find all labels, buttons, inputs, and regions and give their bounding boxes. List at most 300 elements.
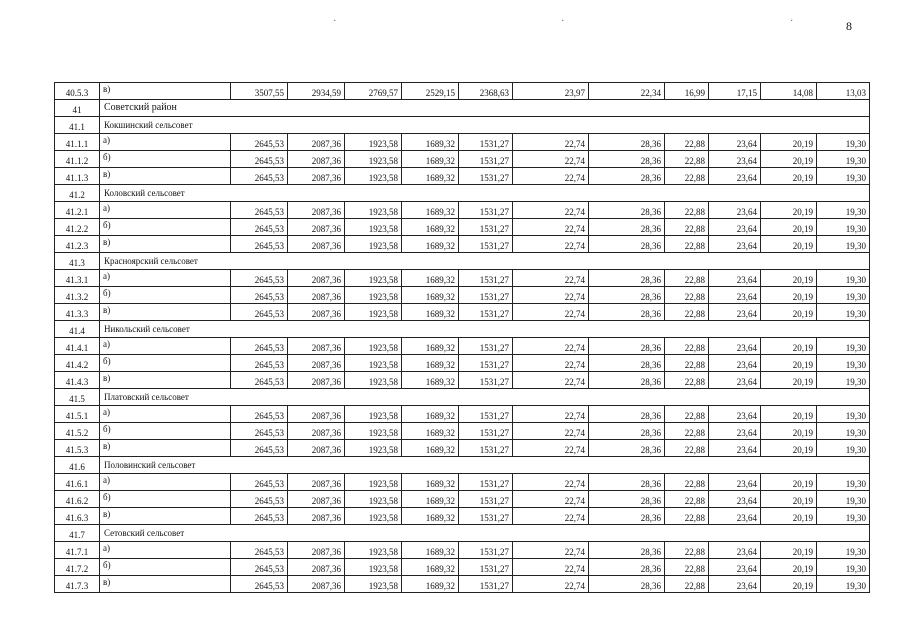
table-row bbox=[55, 168, 870, 185]
value-cell: 22,74 bbox=[513, 134, 589, 151]
value-cell: 23,64 bbox=[709, 236, 761, 253]
value-cell: 1531,27 bbox=[459, 287, 513, 304]
row-letter: а) bbox=[100, 202, 231, 219]
value-cell: 1923,58 bbox=[345, 440, 402, 457]
table-row bbox=[55, 270, 870, 287]
value-cell: 22,74 bbox=[513, 270, 589, 287]
value-cell: 22,74 bbox=[513, 338, 589, 355]
value-cell: 20,19 bbox=[761, 406, 817, 423]
value-cell: 1531,27 bbox=[459, 168, 513, 185]
value-cell: 2645,53 bbox=[231, 202, 288, 219]
table-row bbox=[55, 372, 870, 389]
value-cell: 23,64 bbox=[709, 270, 761, 287]
value-cell: 2087,36 bbox=[288, 219, 345, 236]
value-cell: 1689,32 bbox=[402, 372, 459, 389]
table-row bbox=[55, 202, 870, 219]
value-cell: 22,74 bbox=[513, 236, 589, 253]
value-cell: 2087,36 bbox=[288, 270, 345, 287]
value-cell: 19,30 bbox=[817, 474, 870, 491]
value-cell: 22,88 bbox=[665, 440, 709, 457]
value-cell: 1923,58 bbox=[345, 508, 402, 525]
value-cell: 2087,36 bbox=[288, 168, 345, 185]
value-cell: 1923,58 bbox=[345, 491, 402, 508]
section-title: Сетовский сельсовет bbox=[100, 525, 870, 542]
value-cell: 22,88 bbox=[665, 338, 709, 355]
section-title: Советский район bbox=[100, 100, 870, 117]
value-cell: 1531,27 bbox=[459, 304, 513, 321]
value-cell: 20,19 bbox=[761, 134, 817, 151]
row-code: 41.1.3 bbox=[55, 168, 100, 185]
value-cell: 2645,53 bbox=[231, 151, 288, 168]
value-cell: 2645,53 bbox=[231, 406, 288, 423]
row-code: 41.2.1 bbox=[55, 202, 100, 219]
row-letter: в) bbox=[100, 168, 231, 185]
value-cell: 1923,58 bbox=[345, 474, 402, 491]
value-cell: 19,30 bbox=[817, 355, 870, 372]
value-cell: 22,74 bbox=[513, 219, 589, 236]
value-cell: 22,88 bbox=[665, 236, 709, 253]
value-cell: 28,36 bbox=[589, 304, 665, 321]
value-cell: 28,36 bbox=[589, 236, 665, 253]
value-cell: 20,19 bbox=[761, 270, 817, 287]
value-cell: 14,08 bbox=[761, 83, 817, 100]
value-cell: 16,99 bbox=[665, 83, 709, 100]
value-cell: 1689,32 bbox=[402, 440, 459, 457]
value-cell: 22,88 bbox=[665, 559, 709, 576]
row-code: 41.2.3 bbox=[55, 236, 100, 253]
value-cell: 1923,58 bbox=[345, 151, 402, 168]
value-cell: 2645,53 bbox=[231, 304, 288, 321]
row-letter: б) bbox=[100, 219, 231, 236]
value-cell: 1531,27 bbox=[459, 508, 513, 525]
row-letter: а) bbox=[100, 134, 231, 151]
row-code: 41.5.1 bbox=[55, 406, 100, 423]
scan-speck: · bbox=[790, 16, 794, 27]
value-cell: 19,30 bbox=[817, 134, 870, 151]
row-code: 41.2.2 bbox=[55, 219, 100, 236]
value-cell: 2769,57 bbox=[345, 83, 402, 100]
value-cell: 2087,36 bbox=[288, 576, 345, 593]
row-code: 41.7.3 bbox=[55, 576, 100, 593]
value-cell: 20,19 bbox=[761, 236, 817, 253]
value-cell: 2645,53 bbox=[231, 542, 288, 559]
value-cell: 2087,36 bbox=[288, 508, 345, 525]
row-code: 41.2 bbox=[55, 185, 100, 202]
value-cell: 1531,27 bbox=[459, 406, 513, 423]
row-letter: в) bbox=[100, 576, 231, 593]
value-cell: 23,64 bbox=[709, 304, 761, 321]
value-cell: 1531,27 bbox=[459, 270, 513, 287]
value-cell: 1923,58 bbox=[345, 355, 402, 372]
value-cell: 19,30 bbox=[817, 151, 870, 168]
value-cell: 23,64 bbox=[709, 440, 761, 457]
row-letter: б) bbox=[100, 287, 231, 304]
section-title: Половинский сельсовет bbox=[100, 457, 870, 474]
table-row bbox=[55, 406, 870, 423]
value-cell: 1689,32 bbox=[402, 236, 459, 253]
row-letter: б) bbox=[100, 355, 231, 372]
row-code: 41.4.1 bbox=[55, 338, 100, 355]
value-cell: 22,74 bbox=[513, 168, 589, 185]
value-cell: 2645,53 bbox=[231, 491, 288, 508]
value-cell: 22,88 bbox=[665, 134, 709, 151]
row-letter: б) bbox=[100, 491, 231, 508]
table-row bbox=[55, 338, 870, 355]
value-cell: 1923,58 bbox=[345, 304, 402, 321]
value-cell: 22,74 bbox=[513, 559, 589, 576]
value-cell: 22,88 bbox=[665, 219, 709, 236]
section-row bbox=[55, 321, 870, 338]
scan-speck: · bbox=[333, 16, 337, 27]
value-cell: 19,30 bbox=[817, 559, 870, 576]
value-cell: 23,64 bbox=[709, 287, 761, 304]
value-cell: 2645,53 bbox=[231, 576, 288, 593]
value-cell: 28,36 bbox=[589, 151, 665, 168]
value-cell: 28,36 bbox=[589, 559, 665, 576]
value-cell: 19,30 bbox=[817, 508, 870, 525]
value-cell: 2087,36 bbox=[288, 304, 345, 321]
section-title: Коловский сельсовет bbox=[100, 185, 870, 202]
value-cell: 23,64 bbox=[709, 134, 761, 151]
value-cell: 22,74 bbox=[513, 202, 589, 219]
value-cell: 1923,58 bbox=[345, 423, 402, 440]
value-cell: 1923,58 bbox=[345, 287, 402, 304]
row-code: 41.4 bbox=[55, 321, 100, 338]
row-code: 41.3.3 bbox=[55, 304, 100, 321]
value-cell: 19,30 bbox=[817, 304, 870, 321]
value-cell: 3507,55 bbox=[231, 83, 288, 100]
value-cell: 28,36 bbox=[589, 168, 665, 185]
value-cell: 22,74 bbox=[513, 287, 589, 304]
table-row bbox=[55, 491, 870, 508]
value-cell: 22,88 bbox=[665, 355, 709, 372]
value-cell: 2645,53 bbox=[231, 287, 288, 304]
row-letter: в) bbox=[100, 304, 231, 321]
value-cell: 1689,32 bbox=[402, 474, 459, 491]
value-cell: 22,88 bbox=[665, 423, 709, 440]
row-code: 41.4.3 bbox=[55, 372, 100, 389]
value-cell: 2087,36 bbox=[288, 287, 345, 304]
row-code: 40.5.3 bbox=[55, 83, 100, 100]
table-row bbox=[55, 508, 870, 525]
row-letter: а) bbox=[100, 338, 231, 355]
value-cell: 19,30 bbox=[817, 406, 870, 423]
value-cell: 20,19 bbox=[761, 338, 817, 355]
value-cell: 1689,32 bbox=[402, 134, 459, 151]
value-cell: 2087,36 bbox=[288, 474, 345, 491]
table-row bbox=[55, 423, 870, 440]
value-cell: 20,19 bbox=[761, 508, 817, 525]
value-cell: 2087,36 bbox=[288, 406, 345, 423]
value-cell: 1689,32 bbox=[402, 423, 459, 440]
value-cell: 22,74 bbox=[513, 508, 589, 525]
value-cell: 2368,63 bbox=[459, 83, 513, 100]
row-code: 41.6.1 bbox=[55, 474, 100, 491]
value-cell: 1923,58 bbox=[345, 559, 402, 576]
value-cell: 1923,58 bbox=[345, 270, 402, 287]
row-code: 41.3 bbox=[55, 253, 100, 270]
row-letter: а) bbox=[100, 542, 231, 559]
row-code: 41.6 bbox=[55, 457, 100, 474]
row-letter: в) bbox=[100, 508, 231, 525]
value-cell: 1689,32 bbox=[402, 508, 459, 525]
value-cell: 23,64 bbox=[709, 491, 761, 508]
value-cell: 22,88 bbox=[665, 372, 709, 389]
value-cell: 2087,36 bbox=[288, 338, 345, 355]
value-cell: 20,19 bbox=[761, 559, 817, 576]
value-cell: 2645,53 bbox=[231, 219, 288, 236]
value-cell: 20,19 bbox=[761, 440, 817, 457]
value-cell: 1689,32 bbox=[402, 576, 459, 593]
value-cell: 22,88 bbox=[665, 304, 709, 321]
value-cell: 2087,36 bbox=[288, 355, 345, 372]
value-cell: 20,19 bbox=[761, 372, 817, 389]
section-row bbox=[55, 525, 870, 542]
row-code: 41.6.2 bbox=[55, 491, 100, 508]
value-cell: 28,36 bbox=[589, 270, 665, 287]
value-cell: 20,19 bbox=[761, 219, 817, 236]
value-cell: 1689,32 bbox=[402, 355, 459, 372]
value-cell: 2087,36 bbox=[288, 151, 345, 168]
value-cell: 22,88 bbox=[665, 168, 709, 185]
value-cell: 22,88 bbox=[665, 508, 709, 525]
row-letter: а) bbox=[100, 406, 231, 423]
value-cell: 19,30 bbox=[817, 338, 870, 355]
value-cell: 28,36 bbox=[589, 491, 665, 508]
value-cell: 2645,53 bbox=[231, 355, 288, 372]
value-cell: 2087,36 bbox=[288, 202, 345, 219]
row-code: 41.7.1 bbox=[55, 542, 100, 559]
section-row bbox=[55, 457, 870, 474]
value-cell: 23,64 bbox=[709, 576, 761, 593]
row-letter: а) bbox=[100, 474, 231, 491]
row-letter: в) bbox=[100, 372, 231, 389]
value-cell: 1531,27 bbox=[459, 372, 513, 389]
value-cell: 28,36 bbox=[589, 355, 665, 372]
row-code: 41.3.2 bbox=[55, 287, 100, 304]
value-cell: 1531,27 bbox=[459, 338, 513, 355]
value-cell: 22,88 bbox=[665, 151, 709, 168]
value-cell: 1531,27 bbox=[459, 559, 513, 576]
table-row bbox=[55, 576, 870, 593]
value-cell: 20,19 bbox=[761, 491, 817, 508]
value-cell: 2645,53 bbox=[231, 270, 288, 287]
row-letter: б) bbox=[100, 423, 231, 440]
value-cell: 28,36 bbox=[589, 440, 665, 457]
value-cell: 28,36 bbox=[589, 542, 665, 559]
value-cell: 28,36 bbox=[589, 423, 665, 440]
value-cell: 2087,36 bbox=[288, 134, 345, 151]
value-cell: 28,36 bbox=[589, 202, 665, 219]
value-cell: 2645,53 bbox=[231, 559, 288, 576]
section-title: Никольский сельсовет bbox=[100, 321, 870, 338]
table-row bbox=[55, 559, 870, 576]
value-cell: 23,97 bbox=[513, 83, 589, 100]
section-title: Кокшинский сельсовет bbox=[100, 117, 870, 134]
value-cell: 22,74 bbox=[513, 474, 589, 491]
row-code: 41.3.1 bbox=[55, 270, 100, 287]
row-code: 41.7 bbox=[55, 525, 100, 542]
row-letter: в) bbox=[100, 236, 231, 253]
value-cell: 23,64 bbox=[709, 219, 761, 236]
value-cell: 17,15 bbox=[709, 83, 761, 100]
value-cell: 2645,53 bbox=[231, 372, 288, 389]
value-cell: 1923,58 bbox=[345, 542, 402, 559]
value-cell: 1531,27 bbox=[459, 423, 513, 440]
value-cell: 2087,36 bbox=[288, 423, 345, 440]
value-cell: 19,30 bbox=[817, 440, 870, 457]
value-cell: 2529,15 bbox=[402, 83, 459, 100]
value-cell: 2087,36 bbox=[288, 440, 345, 457]
value-cell: 20,19 bbox=[761, 287, 817, 304]
value-cell: 22,34 bbox=[589, 83, 665, 100]
value-cell: 19,30 bbox=[817, 270, 870, 287]
value-cell: 19,30 bbox=[817, 491, 870, 508]
value-cell: 20,19 bbox=[761, 542, 817, 559]
value-cell: 20,19 bbox=[761, 202, 817, 219]
value-cell: 19,30 bbox=[817, 372, 870, 389]
value-cell: 2087,36 bbox=[288, 542, 345, 559]
value-cell: 1923,58 bbox=[345, 219, 402, 236]
value-cell: 22,88 bbox=[665, 542, 709, 559]
value-cell: 1531,27 bbox=[459, 355, 513, 372]
value-cell: 22,74 bbox=[513, 151, 589, 168]
table-row bbox=[55, 219, 870, 236]
section-row bbox=[55, 117, 870, 134]
value-cell: 23,64 bbox=[709, 355, 761, 372]
scan-speck: · bbox=[561, 16, 565, 27]
value-cell: 22,74 bbox=[513, 304, 589, 321]
value-cell: 19,30 bbox=[817, 287, 870, 304]
value-cell: 2645,53 bbox=[231, 423, 288, 440]
value-cell: 1923,58 bbox=[345, 134, 402, 151]
row-code: 41.1 bbox=[55, 117, 100, 134]
value-cell: 1531,27 bbox=[459, 440, 513, 457]
row-code: 41.5.3 bbox=[55, 440, 100, 457]
value-cell: 1689,32 bbox=[402, 151, 459, 168]
value-cell: 28,36 bbox=[589, 372, 665, 389]
value-cell: 22,74 bbox=[513, 542, 589, 559]
value-cell: 20,19 bbox=[761, 423, 817, 440]
value-cell: 28,36 bbox=[589, 219, 665, 236]
table-row bbox=[55, 304, 870, 321]
value-cell: 2087,36 bbox=[288, 491, 345, 508]
value-cell: 2645,53 bbox=[231, 236, 288, 253]
value-cell: 1531,27 bbox=[459, 491, 513, 508]
value-cell: 22,74 bbox=[513, 355, 589, 372]
value-cell: 23,64 bbox=[709, 559, 761, 576]
row-code: 41.1.1 bbox=[55, 134, 100, 151]
value-cell: 1531,27 bbox=[459, 576, 513, 593]
value-cell: 22,88 bbox=[665, 576, 709, 593]
table-row bbox=[55, 440, 870, 457]
value-cell: 19,30 bbox=[817, 576, 870, 593]
value-cell: 23,64 bbox=[709, 474, 761, 491]
row-letter: а) bbox=[100, 270, 231, 287]
section-title: Красноярский сельсовет bbox=[100, 253, 870, 270]
value-cell: 1689,32 bbox=[402, 202, 459, 219]
value-cell: 28,36 bbox=[589, 576, 665, 593]
value-cell: 1531,27 bbox=[459, 542, 513, 559]
value-cell: 22,88 bbox=[665, 287, 709, 304]
value-cell: 22,74 bbox=[513, 372, 589, 389]
value-cell: 1531,27 bbox=[459, 202, 513, 219]
value-cell: 22,74 bbox=[513, 491, 589, 508]
value-cell: 2645,53 bbox=[231, 508, 288, 525]
value-cell: 28,36 bbox=[589, 406, 665, 423]
value-cell: 23,64 bbox=[709, 202, 761, 219]
section-title: Платовский сельсовет bbox=[100, 389, 870, 406]
value-cell: 23,64 bbox=[709, 423, 761, 440]
value-cell: 1923,58 bbox=[345, 576, 402, 593]
section-row bbox=[55, 253, 870, 270]
row-letter: б) bbox=[100, 559, 231, 576]
value-cell: 20,19 bbox=[761, 474, 817, 491]
value-cell: 22,88 bbox=[665, 406, 709, 423]
value-cell: 20,19 bbox=[761, 151, 817, 168]
value-cell: 22,88 bbox=[665, 491, 709, 508]
value-cell: 1689,32 bbox=[402, 304, 459, 321]
value-cell: 1923,58 bbox=[345, 372, 402, 389]
value-cell: 1689,32 bbox=[402, 542, 459, 559]
value-cell: 19,30 bbox=[817, 542, 870, 559]
value-cell: 23,64 bbox=[709, 542, 761, 559]
value-cell: 1689,32 bbox=[402, 491, 459, 508]
value-cell: 1689,32 bbox=[402, 168, 459, 185]
value-cell: 28,36 bbox=[589, 134, 665, 151]
value-cell: 20,19 bbox=[761, 355, 817, 372]
value-cell: 22,74 bbox=[513, 440, 589, 457]
value-cell: 19,30 bbox=[817, 423, 870, 440]
section-row bbox=[55, 185, 870, 202]
value-cell: 19,30 bbox=[817, 202, 870, 219]
table-row bbox=[55, 355, 870, 372]
value-cell: 1531,27 bbox=[459, 236, 513, 253]
table-row bbox=[55, 542, 870, 559]
row-letter: в) bbox=[100, 83, 231, 100]
value-cell: 1689,32 bbox=[402, 338, 459, 355]
value-cell: 1689,32 bbox=[402, 270, 459, 287]
table-row bbox=[55, 151, 870, 168]
value-cell: 23,64 bbox=[709, 151, 761, 168]
page-number: 8 bbox=[846, 19, 852, 33]
value-cell: 23,64 bbox=[709, 372, 761, 389]
value-cell: 20,19 bbox=[761, 168, 817, 185]
value-cell: 22,88 bbox=[665, 202, 709, 219]
value-cell: 2934,59 bbox=[288, 83, 345, 100]
row-code: 41.1.2 bbox=[55, 151, 100, 168]
value-cell: 19,30 bbox=[817, 236, 870, 253]
value-cell: 19,30 bbox=[817, 168, 870, 185]
row-code: 41.6.3 bbox=[55, 508, 100, 525]
value-cell: 2645,53 bbox=[231, 338, 288, 355]
value-cell: 20,19 bbox=[761, 304, 817, 321]
value-cell: 2645,53 bbox=[231, 168, 288, 185]
value-cell: 1923,58 bbox=[345, 338, 402, 355]
value-cell: 13,03 bbox=[817, 83, 870, 100]
row-letter: в) bbox=[100, 440, 231, 457]
value-cell: 2645,53 bbox=[231, 134, 288, 151]
value-cell: 22,88 bbox=[665, 270, 709, 287]
tariff-table bbox=[54, 82, 870, 593]
value-cell: 2087,36 bbox=[288, 559, 345, 576]
value-cell: 23,64 bbox=[709, 406, 761, 423]
value-cell: 1531,27 bbox=[459, 151, 513, 168]
value-cell: 1923,58 bbox=[345, 202, 402, 219]
value-cell: 1531,27 bbox=[459, 219, 513, 236]
row-letter: б) bbox=[100, 151, 231, 168]
table-row bbox=[55, 287, 870, 304]
